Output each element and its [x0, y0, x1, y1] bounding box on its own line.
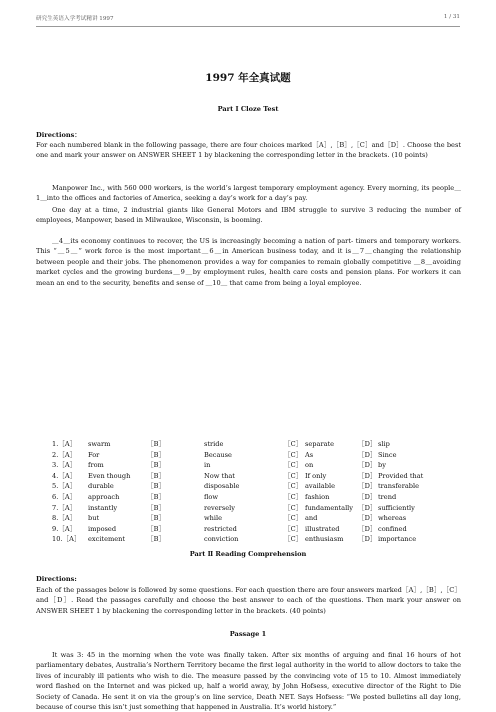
- passage-1-title: Passage 1: [229, 630, 267, 638]
- option-text: but: [88, 514, 100, 523]
- option-letter: 9.［A］: [52, 524, 77, 533]
- option-letter: 10.［A］: [52, 535, 81, 544]
- option-text: on: [305, 461, 314, 470]
- option-text: imposed: [88, 524, 117, 533]
- option-text: illustrated: [305, 524, 340, 533]
- option-text: swarm: [88, 440, 111, 448]
- option-letter: ［D］: [358, 524, 377, 533]
- option-text: fundamentally: [305, 503, 354, 512]
- option-letter: ［D］: [358, 535, 377, 544]
- option-letter: ［B］: [147, 461, 166, 470]
- cloze-paragraph-2: One day at a time, 2 industrial giants like General Motors and IBM struggle to survive 3 reducing the number of employees, Manpower, based in Milwaukee, Wisconsin, is booming.: [36, 206, 461, 225]
- option-letter: ［C］: [284, 514, 303, 523]
- option-text: Provided that: [378, 471, 424, 480]
- option-text: reversely: [204, 503, 235, 512]
- option-text: fashion: [305, 492, 330, 501]
- option-text: whereas: [378, 514, 407, 523]
- option-text: in: [204, 461, 211, 470]
- part2-heading: Part Ⅱ Reading Comprehension: [189, 550, 307, 558]
- option-letter: ［B］: [147, 440, 166, 448]
- part1-directions: For each numbered blank in the following passage, there are four choices marked［A］,［B］,［C］and［D］. Choose the best one and mark your answer on ANSWER SHEET 1 by blackening the corresponding letter in the brackets. (10 points): [36, 141, 461, 160]
- option-letter: 3.［A］: [52, 461, 77, 470]
- option-letter: 4.［A］: [52, 471, 77, 480]
- option-letter: ［C］: [284, 450, 303, 459]
- option-letter: 2.［A］: [52, 450, 77, 459]
- option-text: For: [88, 450, 100, 459]
- page-title: 1997 年全真试题: [205, 72, 291, 84]
- option-text: As: [305, 450, 314, 459]
- option-letter: ［B］: [147, 450, 166, 459]
- part2-directions: Each of the passages below is followed by some questions. For each question there are four answers marked［A］,［B］,［C］and［D］. Read the passages carefully and choose the best answer to each of the questions. Then mark your answer on ANSWER SHEET 1 by blackening the corresponding letter in the brackets. (40 points): [36, 586, 461, 615]
- option-text: available: [305, 482, 335, 491]
- option-text: while: [204, 514, 223, 523]
- option-text: disposable: [204, 482, 240, 491]
- option-letter: ［B］: [147, 492, 166, 501]
- option-letter: ［D］: [358, 440, 377, 448]
- option-letter: ［C］: [284, 503, 303, 512]
- option-text: sufficiently: [378, 503, 415, 512]
- option-letter: ［D］: [358, 482, 377, 491]
- option-letter: ［C］: [284, 461, 303, 470]
- option-text: Now that: [204, 471, 235, 480]
- option-text: and: [305, 514, 318, 523]
- option-text: confined: [378, 524, 407, 533]
- option-letter: ［C］: [284, 524, 303, 533]
- option-letter: ［C］: [284, 492, 303, 501]
- option-text: enthusiasm: [305, 535, 344, 544]
- passage-1-text: It was 3: 45 in the morning when the vote was finally taken. After six months of arguing and final 16 hours of hot parliamentary debates, Australia’s Northern Territory became the first legal authority in the world to allow doctors to take the lives of incurably ill patients who wish to die. The measure passed by the convincing vote of 15 to 10. Almost immediately word flashed on the Internet and was picked up, half a world away, by John Hofsess, executive director of the Right to Die Society of Canada. He sent it on via the group’s on line service, Death NET. Says Hofsess: “We posted bulletins all day long, because of course this isn’t just something that happened in Australia. It’s world history.”: [36, 651, 461, 712]
- cloze-paragraph-3: ＿4＿its economy continues to recover, the US is increasingly becoming a nation of part- timers and temporary workers. This “＿5＿” work force is the most important＿6＿in American business today, and it is＿7＿changing the relationship between people and their jobs. The phenomenon provides a way for companies to remain globally competitive ＿8＿avoiding market cycles and the growing burdens＿9＿by employment rules, health care costs and pension plans. For workers it can mean an end to the security, benefits and sense of ＿10＿ that came from being a loyal employee.: [36, 237, 461, 287]
- page-header: [36, 14, 460, 27]
- option-letter: ［C］: [284, 440, 303, 448]
- part2-directions-label: Directions:: [36, 575, 77, 583]
- option-text: Since: [378, 450, 397, 459]
- option-text: importance: [378, 535, 417, 544]
- option-text: transferable: [378, 482, 420, 491]
- option-text: excitement: [88, 535, 126, 544]
- option-text: from: [88, 461, 104, 470]
- option-letter: ［D］: [358, 471, 377, 480]
- page-number: 1 / 31: [443, 14, 460, 20]
- option-letter: ［B］: [147, 535, 166, 544]
- option-text: separate: [305, 440, 335, 448]
- option-text: by: [378, 461, 386, 470]
- option-letter: ［D］: [358, 514, 377, 523]
- header-left: 研究生英语入学考试精讲 1997: [36, 16, 114, 22]
- option-letter: ［C］: [284, 535, 303, 544]
- option-letter: ［B］: [147, 514, 166, 523]
- option-letter: ［C］: [284, 471, 303, 480]
- option-text: instantly: [88, 503, 118, 512]
- option-letter: ［B］: [147, 482, 166, 491]
- option-letter: ［D］: [358, 492, 377, 501]
- option-letter: ［B］: [147, 524, 166, 533]
- option-text: stride: [204, 440, 224, 448]
- option-text: flow: [204, 492, 219, 501]
- option-text: conviction: [204, 535, 239, 544]
- cloze-paragraph-1: Manpower Inc., with 560 000 workers, is the world’s largest temporary employment agency. Every morning, its people＿1＿into the offices and factories of America, seeking a day’s work for a day’s pay.: [36, 184, 461, 203]
- option-letter: 6.［A］: [52, 492, 77, 501]
- option-letter: ［B］: [147, 471, 166, 480]
- option-letter: ［B］: [147, 503, 166, 512]
- option-text: approach: [88, 492, 120, 501]
- option-letter: ［C］: [284, 482, 303, 491]
- part1-directions-label: Directions：: [36, 131, 81, 139]
- option-letter: 7.［A］: [52, 503, 77, 512]
- option-text: Even though: [88, 471, 131, 480]
- option-letter: ［D］: [358, 461, 377, 470]
- option-letter: ［D］: [358, 503, 377, 512]
- option-letter: 8.［A］: [52, 514, 77, 523]
- option-text: If only: [305, 471, 327, 480]
- part1-heading: Part Ⅰ Cloze Test: [217, 105, 279, 113]
- option-text: Because: [204, 450, 232, 459]
- option-letter: 1.［A］: [52, 440, 77, 448]
- option-letter: ［D］: [358, 450, 377, 459]
- option-text: trend: [378, 492, 397, 501]
- option-text: durable: [88, 482, 114, 491]
- option-letter: 5.［A］: [52, 482, 77, 491]
- option-text: slip: [378, 440, 390, 448]
- option-text: restricted: [204, 524, 237, 533]
